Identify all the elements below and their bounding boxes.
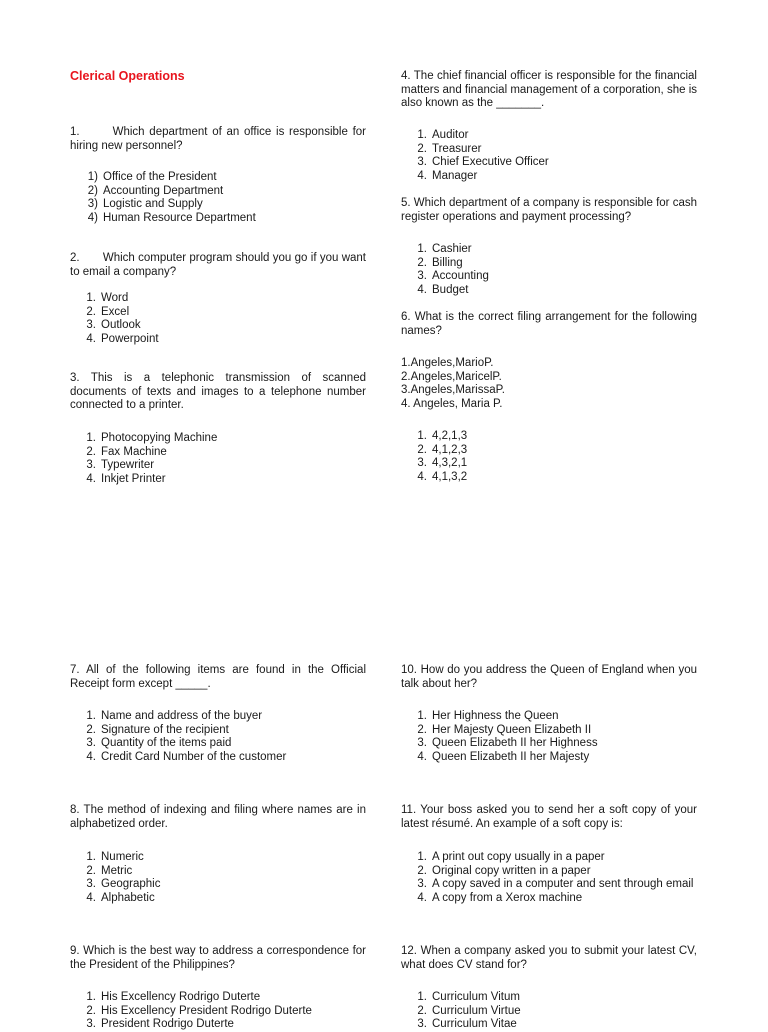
question-12-options [401, 991, 521, 1032]
option: 1. Auditor [417, 129, 469, 141]
option: 3. Accounting [417, 270, 489, 282]
question-4-text: 4. The chief financial officer is responsible for the financial matters and financial management of a corporation, she is also known as the _______. [401, 70, 697, 109]
question-4-options [401, 129, 549, 183]
question-9-options [70, 991, 312, 1032]
option: 2. His Excellency President Rodrigo Duterte [86, 1004, 312, 1017]
option: 1. Word [86, 292, 129, 304]
question-2-options [70, 292, 159, 346]
option: 2. 4,1,2,3 [417, 443, 468, 456]
option: 2. Treasurer [417, 142, 482, 155]
option: 2. Signature of the recipient [86, 723, 229, 736]
option: 1. Name and address of the buyer [86, 710, 263, 722]
question-7-options [70, 710, 286, 764]
option: 3. Queen Elizabeth II her Highness [417, 737, 598, 749]
option: 3. Geographic [86, 878, 161, 890]
question-2-text: 2. Which computer program should you go if you want to email a company? [70, 252, 366, 278]
name-entry: 1.Angeles,MarioP. [401, 357, 494, 369]
document-title: Clerical Operations [70, 69, 185, 83]
option: 3. Quantity of the items paid [86, 737, 232, 749]
option: 4. Alphabetic [86, 891, 155, 904]
question-11-options [401, 851, 693, 905]
option: 4. Powerpoint [86, 332, 159, 345]
option: 2. Billing [417, 256, 463, 269]
question-6-text: 6. What is the correct filing arrangement for the following names? [401, 311, 697, 337]
option: 4. 4,1,3,2 [417, 470, 468, 483]
option: 4. Queen Elizabeth II her Majesty [417, 750, 590, 763]
option: 3. A copy saved in a computer and sent through email [417, 878, 694, 890]
option: 1. Cashier [417, 243, 472, 255]
question-6-names [401, 357, 505, 411]
option: 3) Logistic and Supply [87, 198, 203, 210]
question-10-options [401, 710, 598, 764]
option: 3. 4,3,2,1 [417, 457, 468, 469]
option: 2. Metric [86, 864, 133, 877]
option: 3. Chief Executive Officer [417, 156, 549, 168]
option: 2. Curriculum Virtue [417, 1004, 521, 1017]
option: 3. Curriculum Vitae [417, 1018, 517, 1030]
question-6-options [401, 430, 467, 484]
question-8-text: 8. The method of indexing and filing where names are in alphabetized order. [70, 804, 366, 830]
option: 4. Inkjet Printer [86, 472, 166, 485]
question-1-text: 1. Which department of an office is responsible for hiring new personnel? [70, 126, 366, 152]
option: 4) Human Resource Department [87, 211, 256, 224]
question-5-options [401, 243, 489, 297]
question-12-text: 12. When a company asked you to submit your latest CV, what does CV stand for? [401, 945, 697, 971]
question-3-options [70, 432, 217, 486]
option: 1. Her Highness the Queen [417, 710, 559, 722]
option: 2) Accounting Department [87, 184, 224, 197]
option: 2. Excel [86, 305, 130, 318]
option: 3. Typewriter [86, 459, 155, 471]
option: 1. Numeric [86, 851, 144, 863]
option: 4. Credit Card Number of the customer [86, 750, 287, 763]
option: 2. Fax Machine [86, 445, 167, 458]
question-5-text: 5. Which department of a company is responsible for cash register operations and payment processing? [401, 197, 697, 223]
option: 1. A print out copy usually in a paper [417, 851, 605, 863]
option: 3. President Rodrigo Duterte [86, 1018, 234, 1030]
option: 4. Budget [417, 283, 469, 296]
name-entry: 4. Angeles, Maria P. [401, 397, 503, 410]
option: 1) Office of the President [87, 171, 217, 183]
option: 3. Outlook [86, 319, 141, 331]
question-9-text: 9. Which is the best way to address a correspondence for the President of the Philippines? [70, 945, 366, 971]
option: 2. Original copy written in a paper [417, 864, 591, 877]
question-1-options [70, 171, 256, 225]
option: 4. A copy from a Xerox machine [417, 891, 583, 904]
question-3-text: 3. This is a telephonic transmission of scanned documents of texts and images to a telephone number connected to a printer. [70, 372, 366, 411]
question-11-text: 11. Your boss asked you to send her a soft copy of your latest résumé. An example of a soft copy is: [401, 804, 697, 830]
option: 1. Photocopying Machine [86, 432, 218, 444]
option: 1. 4,2,1,3 [417, 430, 468, 442]
question-8-options [70, 851, 160, 905]
option: 1. His Excellency Rodrigo Duterte [86, 991, 261, 1003]
question-10-text: 10. How do you address the Queen of England when you talk about her? [401, 664, 697, 690]
name-entry: 3.Angeles,MarissaP. [401, 384, 505, 396]
name-entry: 2.Angeles,MaricelP. [401, 370, 502, 383]
option: 2. Her Majesty Queen Elizabeth II [417, 723, 592, 736]
option: 4. Manager [417, 169, 478, 182]
question-7-text: 7. All of the following items are found in the Official Receipt form except _____. [70, 664, 366, 690]
option: 1. Curriculum Vitum [417, 991, 520, 1003]
